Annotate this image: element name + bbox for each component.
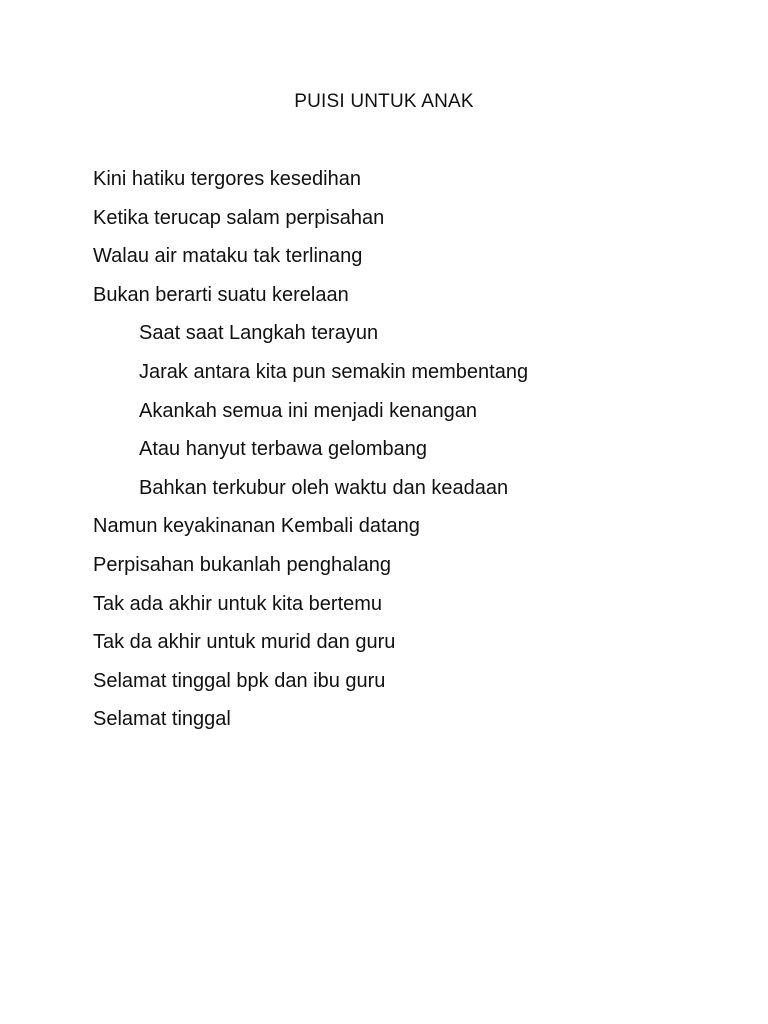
poem-body <box>93 166 733 745</box>
poem-line: Perpisahan bukanlah penghalang <box>93 553 392 576</box>
poem-line: Akankah semua ini menjadi kenangan <box>139 399 477 422</box>
poem-line: Jarak antara kita pun semakin membentang <box>139 360 529 383</box>
poem-line: Namun keyakinanan Kembali datang <box>93 515 420 538</box>
poem-line: Tak da akhir untuk murid dan guru <box>93 631 396 654</box>
poem-line: Walau air mataku tak terlinang <box>93 245 363 268</box>
poem-title: PUISI UNTUK ANAK <box>294 91 474 112</box>
poem-line: Bahkan terkubur oleh waktu dan keadaan <box>139 476 509 499</box>
poem-line: Atau hanyut terbawa gelombang <box>139 438 427 461</box>
poem-line: Kini hatiku tergores kesedihan <box>93 168 361 190</box>
poem-line: Bukan berarti suatu kerelaan <box>93 283 349 306</box>
poem-line: Saat saat Langkah terayun <box>139 322 379 345</box>
poem-line: Ketika terucap salam perpisahan <box>93 206 385 229</box>
poem-line: Selamat tinggal bpk dan ibu guru <box>93 669 386 692</box>
poem-line: Tak ada akhir untuk kita bertemu <box>93 592 383 615</box>
poem-line: Selamat tinggal <box>93 708 231 731</box>
